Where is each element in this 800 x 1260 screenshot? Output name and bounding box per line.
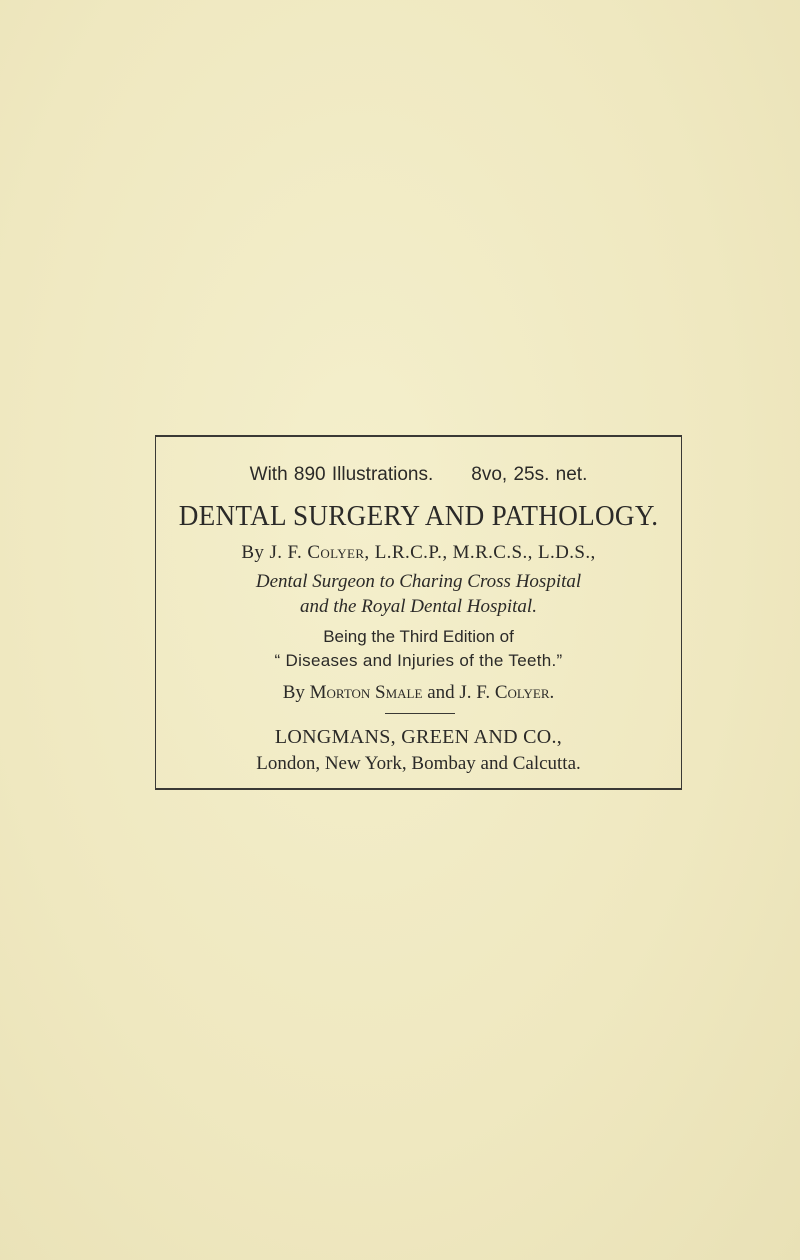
original-author-2: Colyer <box>494 682 550 703</box>
original-authors-line: By Morton Smale and J. F. Colyer. <box>282 682 555 703</box>
edition-line2: “ Diseases and Injuries of the Teeth.” <box>274 651 563 670</box>
author-name: Colyer <box>307 542 365 563</box>
original-author-1: Morton Smale <box>309 682 423 703</box>
illustrations-note: With 890 Illustrations. <box>249 464 434 485</box>
price-note: 8vo, 25s. net. <box>471 464 588 485</box>
author-position-line2: and the Royal Dental Hospital. <box>300 596 537 617</box>
advertisement-box <box>155 435 682 790</box>
edition-line1: Being the Third Edition of <box>323 627 514 646</box>
publisher-name: LONGMANS, GREEN AND CO., <box>274 726 563 748</box>
book-title: DENTAL SURGERY AND PATHOLOGY. <box>178 501 659 532</box>
divider-rule <box>385 713 455 714</box>
format-line <box>156 464 681 486</box>
author-degrees: , L.R.C.P., M.R.C.S., L.D.S., <box>364 542 596 563</box>
author-line: By J. F. Colyer, L.R.C.P., M.R.C.S., L.D.S., <box>241 542 596 563</box>
publisher-places: London, New York, Bombay and Calcutta. <box>256 753 581 774</box>
author-position-line1: Dental Surgeon to Charing Cross Hospital <box>255 571 582 592</box>
